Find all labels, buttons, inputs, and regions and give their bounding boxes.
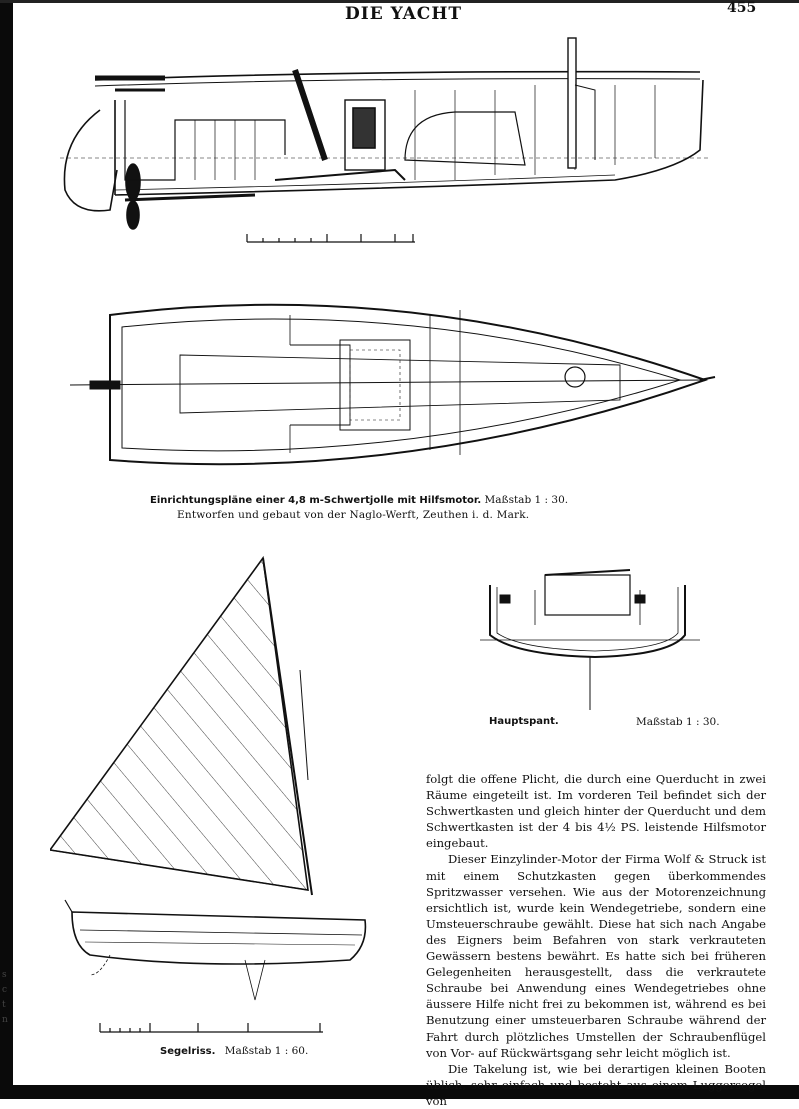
scale-bar-profile <box>245 230 445 246</box>
midship-section-scale: Maßstab 1 : 30. <box>636 716 720 728</box>
sail-plan-caption <box>160 1045 308 1057</box>
article-text <box>426 771 766 1109</box>
scale-bar-sail <box>98 1020 338 1036</box>
caption-title: Einrichtungspläne einer 4,8 m-Schwertjolle mit Hilfsmotor. <box>150 495 482 506</box>
margin-fragment: n <box>2 1015 8 1025</box>
margin-fragment: t <box>2 1000 6 1010</box>
sail-plan-scale: Maßstab 1 : 60. <box>224 1045 309 1057</box>
sail-plan-drawing <box>50 550 380 1020</box>
sail-plan-label: Segelriss. <box>160 1046 216 1057</box>
plan-view-drawing <box>60 285 720 485</box>
profile-drawing <box>55 30 715 250</box>
journal-masthead: DIE YACHT <box>345 4 463 24</box>
margin-fragment: s <box>2 970 7 980</box>
top-edge <box>0 0 799 3</box>
caption-credit: Entworfen und gebaut von der Naglo-Werft, Zeuthen i. d. Mark. <box>177 509 530 521</box>
article-paragraph: Die Takelung ist, wie bei derartigen kleinen Booten üblich, sehr einfach und besteht aus einem Luggersegel von <box>426 1061 766 1108</box>
article-paragraph: folgt die offene Plicht, die durch eine Querducht in zwei Räume eingeteilt ist. Im vorderen Teil befindet sich der Schwertkasten und gleich hinter der Querducht und dem Schwertkasten ist der 4 bis 4½ PS. leistende Hilfsmotor eingebaut. <box>426 772 766 851</box>
figure-caption-main <box>150 493 670 523</box>
midship-section-caption: Hauptspant. <box>489 716 559 727</box>
article-paragraph: Dieser Einzylinder-Motor der Firma Wolf & Struck ist mit einem Schutzkasten gegen überkommendes Spritzwasser versehen. Wie aus der Motorenzeichnung ersichtlich ist, wurde kein Wendegetriebe, sondern eine Umsteuerschraube gewählt. Diese hat sich nach Angabe des Eigners beim Befahren von stark verkrauteten Gewässern bestens bewährt. Es hatte sich bei früheren Gelegenheiten herausgestellt, dass die verkrautete Schraube bei Anwendung eines Wendegetriebes ohne äussere Hilfe nicht frei zu bekommen ist, während es bei Benutzung einer umsteuerbaren Schraube während der Fahrt durch plötzliches Umstellen der Schraubenflügel von Vor- auf Rückwärtsgang sehr leicht möglich ist. <box>426 852 766 1060</box>
margin-fragments <box>2 968 8 1028</box>
book-spine-shadow <box>0 0 13 1099</box>
page-number: 455 <box>727 0 757 16</box>
margin-fragment: c <box>2 985 8 995</box>
midship-section-drawing <box>475 565 715 715</box>
caption-scale: Maßstab 1 : 30. <box>484 494 569 506</box>
